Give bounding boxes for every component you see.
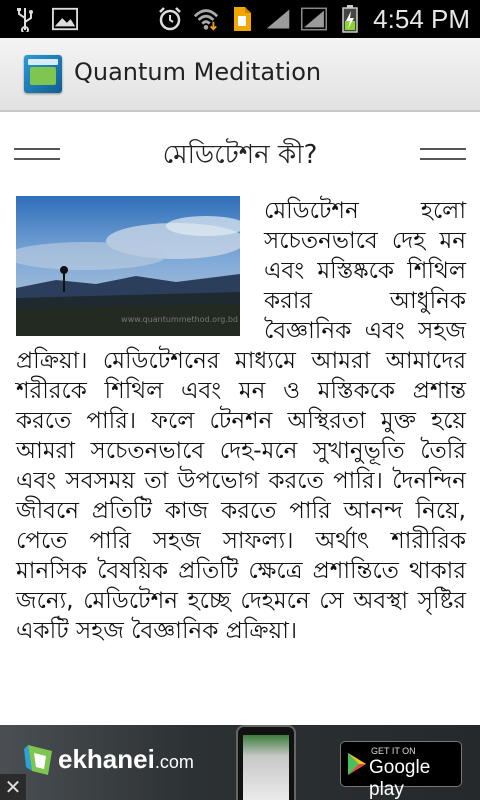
article-heading: মেডিটেশন কী? — [162, 140, 318, 170]
ad-brand-suffix: .com — [154, 751, 194, 772]
wifi-icon — [193, 6, 219, 32]
google-play-badge[interactable] — [340, 741, 462, 800]
file-icon — [229, 6, 255, 32]
ekhanei-logo-icon — [24, 741, 56, 777]
ad-brand-text — [58, 744, 194, 775]
article-content[interactable] — [0, 112, 480, 725]
app-icon[interactable] — [24, 55, 62, 93]
ad-phone-image — [236, 725, 296, 800]
signal-icon-2 — [301, 6, 327, 32]
ad-close-button[interactable]: ✕ — [0, 774, 26, 800]
status-right-icons — [157, 4, 470, 34]
image-watermark: www.quantummethod.org.bd — [121, 315, 238, 324]
action-bar — [0, 38, 480, 112]
heading-divider-right — [420, 148, 466, 160]
heading-row — [0, 134, 480, 174]
store-small-text: GET IT ON — [371, 746, 416, 756]
ad-brand[interactable] — [24, 741, 194, 777]
status-time: 4:54 PM — [373, 4, 470, 34]
ad-brand-name: ekhanei — [58, 743, 155, 774]
article-body: মেডিটেশন হলো সচেতনভাবে দেহ মন এবং মস্তিষ্ককে শিথিল করার আধুনিক বৈজ্ঞানিক এবং সহজ প্রক্রিয়া। মেডিটেশনের মাধ্যমে আমরা আমাদের শরীরকে শিথিল এবং মন ও মস্তিককে প্রশান্ত করতে পারি। ফলে টেনশন অস্থিরতা মুক্ত হয়ে আমরা সচেতনভাবে দেহ-মনে সুখানুভূতি তৈরি এবং সবসময় তা উপভোগ করতে পারি। দৈনন্দিন জীবনে প্রতিটি কাজ করতে পারি আনন্দ নিয়ে, পেতে পারি সহজ সাফল্য। অর্থাৎ শারীরিক মানসিক বৈষয়িক প্রতিটি ক্ষেত্রে প্রশান্তিতে থাকার জন্যে, মেডিটেশন হচ্ছে দেহমনে সে অবস্থা সৃষ্টির একটি সহজ বৈজ্ঞানিক প্রক্রিয়া। — [16, 198, 466, 644]
app-title: Quantum Meditation — [74, 58, 322, 86]
signal-icon — [265, 6, 291, 32]
battery-charging-icon — [337, 6, 363, 32]
usb-icon — [12, 6, 38, 32]
image-icon — [52, 6, 78, 32]
status-bar — [0, 0, 480, 38]
article-body-container — [16, 196, 466, 646]
alarm-icon — [157, 6, 183, 32]
ad-banner[interactable] — [0, 725, 480, 800]
status-left-icons — [12, 6, 78, 32]
meditation-landscape-image — [16, 196, 240, 336]
google-play-icon — [347, 752, 367, 776]
store-big-text: Google play — [369, 757, 431, 800]
